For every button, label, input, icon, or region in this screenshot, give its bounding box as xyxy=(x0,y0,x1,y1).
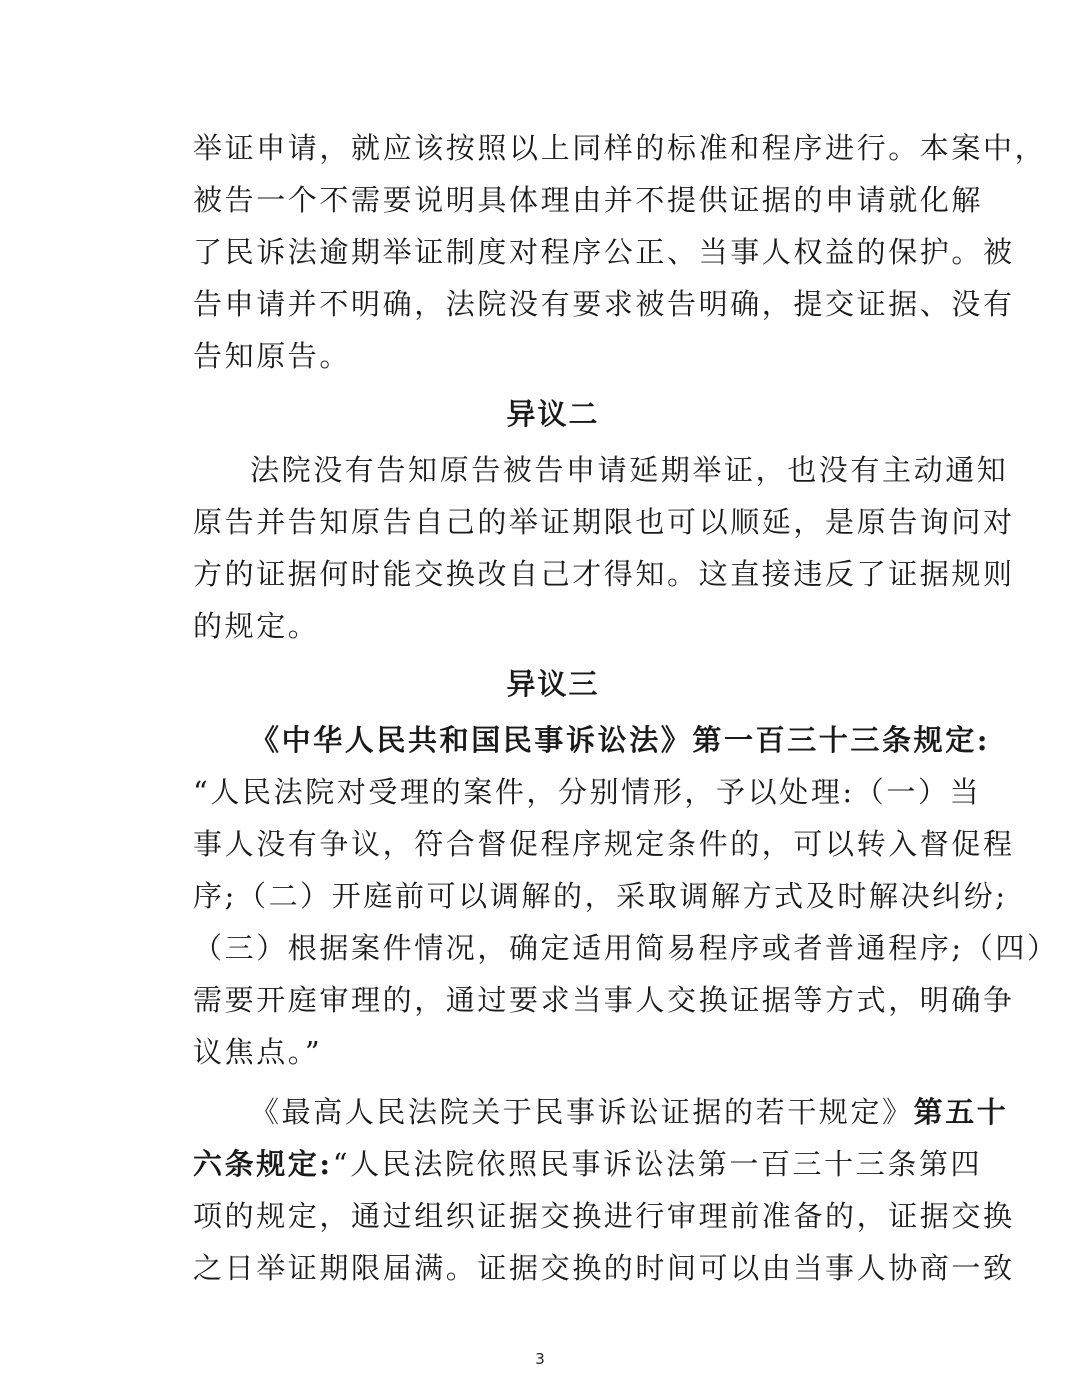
page-number: 3 xyxy=(535,1350,545,1368)
text-line: 举证申请，就应该按照以上同样的标准和程序进行。本案中， xyxy=(193,131,1047,165)
text-line: 需要开庭审理的，通过要求当事人交换证据等方式，明确争 xyxy=(193,983,1015,1017)
text-line: “人民法院对受理的案件，分别情形，予以处理:（一）当 xyxy=(193,775,982,809)
document-body xyxy=(193,122,1059,1294)
article-number: 第五十 xyxy=(913,1095,1009,1129)
text-line: 之日举证期限届满。证据交换的时间可以由当事人协商一致 xyxy=(193,1251,1015,1285)
text-line: 议焦点。” xyxy=(193,1035,323,1069)
text-line: 项的规定，通过组织证据交换进行审理前准备的，证据交换 xyxy=(193,1199,1015,1233)
paragraph-1 xyxy=(193,122,1047,382)
text-line: 了民诉法逾期举证制度对程序公正、当事人权益的保护。被 xyxy=(193,235,1015,269)
paragraph-3 xyxy=(193,714,1059,1078)
text-line: 法院没有告知原告被告申请延期举证，也没有主动通知 xyxy=(250,453,1009,487)
text-line: （三）根据案件情况，确定适用简易程序或者普通程序;（四） xyxy=(193,931,1059,965)
text-line: 被告一个不需要说明具体理由并不提供证据的申请就化解 xyxy=(193,183,984,217)
text-line xyxy=(193,1086,1009,1138)
paragraph-2 xyxy=(193,444,1015,652)
section-heading-objection-2: 异议二 xyxy=(506,397,600,431)
text-line: 序;（二）开庭前可以调解的，采取调解方式及时解决纠纷; xyxy=(193,879,1008,913)
paragraph-4 xyxy=(193,1086,1015,1294)
statute-citation: 《中华人民共和国民事诉讼法》第一百三十三条规定: xyxy=(250,723,991,757)
text-line xyxy=(193,1138,983,1190)
text-line: 方的证据何时能交换改自己才得知。这直接违反了证据规则 xyxy=(193,557,1015,591)
text-line: 告申请并不明确，法院没有要求被告明确，提交证据、没有 xyxy=(193,287,1015,321)
article-provision-label: 六条规定: xyxy=(193,1147,333,1181)
text-line: 告知原告。 xyxy=(193,339,352,373)
text-line: 的规定。 xyxy=(193,609,320,643)
section-heading-objection-3: 异议三 xyxy=(506,667,600,701)
text-line: 原告并告知原告自己的举证期限也可以顺延，是原告询问对 xyxy=(193,505,1015,539)
regulation-title: 《最高人民法院关于民事诉讼证据的若干规定》 xyxy=(250,1095,914,1129)
text-line: 事人没有争议，符合督促程序规定条件的，可以转入督促程 xyxy=(193,827,1015,861)
quoted-text: “人民法院依照民事诉讼法第一百三十三条第四 xyxy=(332,1147,983,1181)
